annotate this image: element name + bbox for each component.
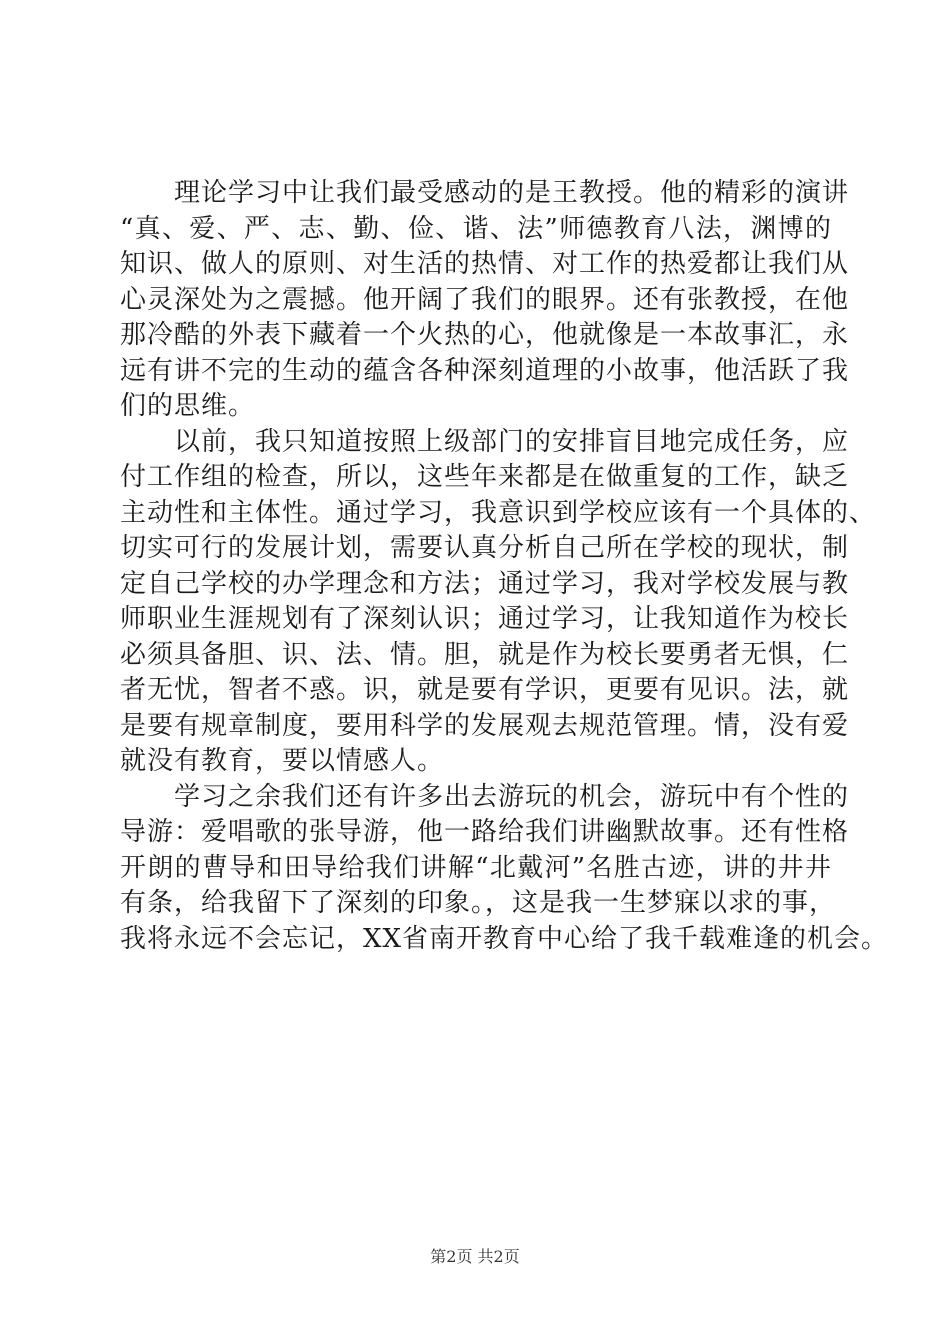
text-line: 是要有规章制度，要用科学的发展观去规范管理。情，没有爱 xyxy=(120,710,850,741)
text-line: 远有讲不完的生动的蕴含各种深刻道理的小故事，他活跃了我 xyxy=(120,355,850,386)
text-line: 们的思维。 xyxy=(120,391,256,421)
text-line: 师职业生涯规划有了深刻认识；通过学习，让我知道作为校长 xyxy=(120,604,850,634)
text-line: 定自己学校的办学理念和方法；通过学习，我对学校发展与教 xyxy=(120,568,850,599)
text-line: 就没有教育，要以情感人。 xyxy=(120,746,445,776)
text-line: 心灵深处为之震撼。他开阔了我们的眼界。还有张教授，在他 xyxy=(120,284,850,315)
text-line: 主动性和主体性。通过学习，我意识到学校应该有一个具体的、 xyxy=(120,497,877,528)
text-line: 我将永远不会忘记，XX省南开教育中心给了我千载难逢的机会。 xyxy=(120,923,889,954)
text-line: 学习之余我们还有许多出去游玩的机会，游玩中有个性的 xyxy=(120,781,850,812)
text-line: 有条，给我留下了深刻的印象。，这是我一生梦寐以求的事， xyxy=(120,888,837,918)
text-line: 切实可行的发展计划，需要认真分析自己所在学校的现状，制 xyxy=(120,533,850,563)
paragraph xyxy=(120,425,877,780)
document-body xyxy=(120,176,889,957)
text-line: 理论学习中让我们最受感动的是王教授。他的精彩的演讲 xyxy=(120,178,850,208)
text-line: “真、爱、严、志、勤、俭、谐、法”师德教育八法，渊博的 xyxy=(120,213,832,244)
text-line: 付工作组的检查，所以，这些年来都是在做重复的工作，缺乏 xyxy=(120,462,850,492)
page-number-label: 第2页 共2页 xyxy=(430,1247,520,1266)
page-footer xyxy=(0,1244,950,1267)
text-line: 导游：爱唱歌的张导游，他一路给我们讲幽默故事。还有性格 xyxy=(120,817,850,847)
paragraph xyxy=(120,780,889,958)
text-line: 知识、做人的原则、对生活的热情、对工作的热爱都让我们从 xyxy=(120,249,850,279)
text-line: 者无忧，智者不惑。识，就是要有学识，更要有见识。法，就 xyxy=(120,675,850,705)
text-line: 那冷酷的外表下藏着一个火热的心，他就像是一本故事汇，永 xyxy=(120,320,850,350)
paragraph xyxy=(120,176,850,425)
text-line: 开朗的曹导和田导给我们讲解“北戴河”名胜古迹，讲的井井 xyxy=(120,852,832,883)
text-line: 以前，我只知道按照上级部门的安排盲目地完成任务，应 xyxy=(120,426,850,457)
text-line: 必须具备胆、识、法、情。胆，就是作为校长要勇者无惧，仁 xyxy=(120,639,850,670)
